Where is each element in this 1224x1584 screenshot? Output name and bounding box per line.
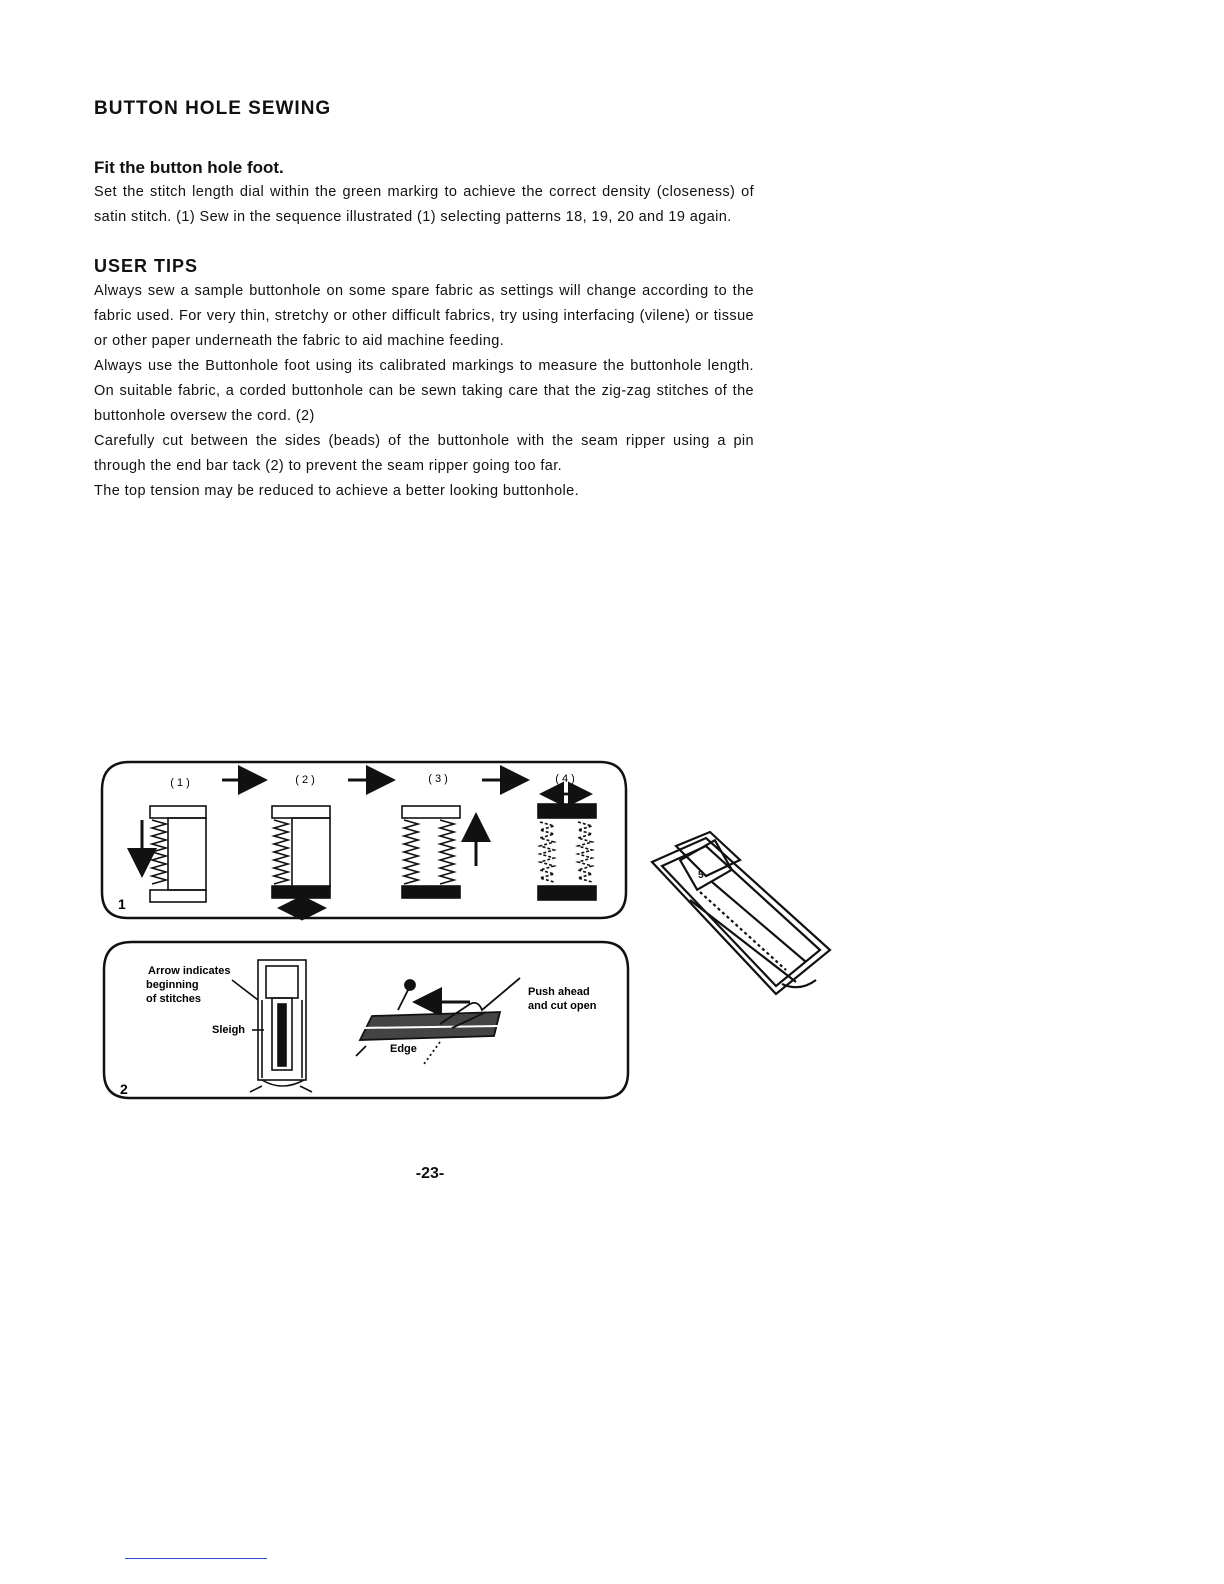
buttonhole-step-1 [142, 806, 206, 902]
of-stitches-label: of stitches [146, 993, 202, 1005]
tip-paragraph-1: Always sew a sample buttonhole on some spare fabric as settings will change according to the fabric used. For very thin, stretchy or other difficult fabrics, try using interfacing (vilene) or tissue or other paper underneath the fabric to aid machine feeding. [94, 283, 754, 349]
push-ahead-label: Push ahead [528, 986, 590, 998]
foot-marking-5: 5 [698, 870, 704, 881]
beginning-label: beginning [146, 979, 199, 991]
tip-paragraph-3: Carefully cut between the sides (beads) of the buttonhole with the seam ripper using a pin through the end bar tack (2) to prevent the seam ripper going too far. [94, 433, 754, 474]
figure-2-cutting [104, 942, 628, 1098]
figure-1-sequence [102, 762, 626, 918]
sleigh-label: Sleigh [212, 1024, 246, 1036]
footer-rule [125, 1558, 267, 1559]
arrow-indicates-label: Arrow indicates [148, 965, 231, 977]
step-label-1: ( 1 ) [170, 777, 190, 789]
edge-label: Edge [390, 1043, 417, 1055]
seam-ripper-cut-drawing [356, 978, 520, 1064]
page-number: -23- [415, 1165, 445, 1182]
instructions-text [94, 98, 754, 504]
step-label-3: ( 3 ) [428, 773, 448, 785]
and-cut-open-label: and cut open [528, 1000, 597, 1012]
step-label-4: ( 4 ) [555, 773, 575, 785]
tip-paragraph-2: Always use the Buttonhole foot using its calibrated markings to measure the buttonhole length. On suitable fabric, a corded buttonhole can be sewn taking care that the zig-zag stitches of the buttonhole oversew the cord. (2) [94, 358, 754, 424]
buttonhole-foot-drawing [232, 960, 312, 1092]
step-label-2: ( 2 ) [295, 774, 315, 786]
user-tips-heading: USER TIPS [94, 256, 199, 276]
figure-1-number: 1 [118, 896, 126, 912]
figure-1-frame [102, 762, 626, 918]
tip-paragraph-4: The top tension may be reduced to achieve a better looking buttonhole. [94, 483, 580, 499]
buttonhole-step-2 [272, 806, 330, 908]
buttonhole-step-4 [538, 794, 596, 900]
buttonhole-foot-perspective [652, 832, 830, 994]
figure-2-frame [104, 942, 628, 1098]
buttonhole-step-3 [402, 806, 476, 898]
fit-paragraph: Set the stitch length dial within the green markirg to achieve the correct density (closeness) of satin stitch. (1) Sew in the sequence illustrated (1) selecting patterns 18, 19, 20 and 19 again. [94, 184, 754, 225]
figure-2-number: 2 [120, 1081, 128, 1097]
page-title: BUTTON HOLE SEWING [94, 98, 332, 119]
fit-heading: Fit the button hole foot. [94, 158, 284, 177]
